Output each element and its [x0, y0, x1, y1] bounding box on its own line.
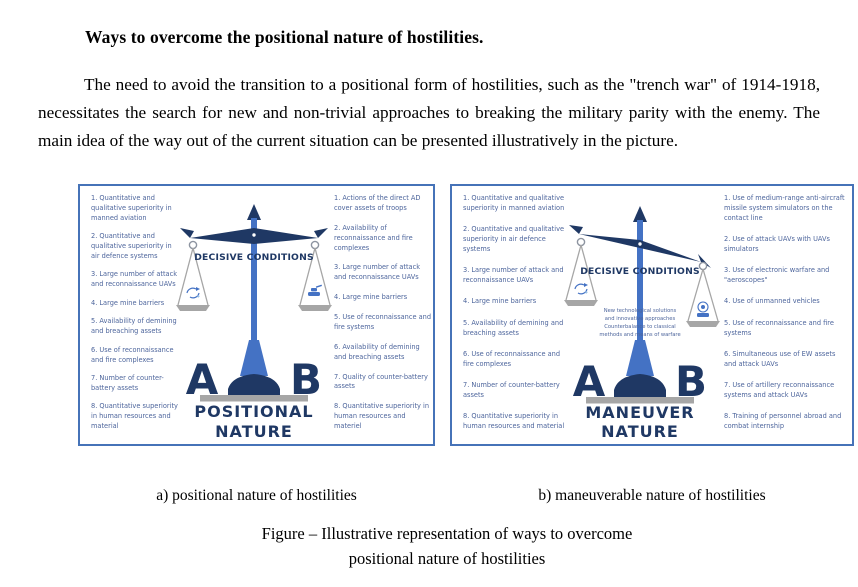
list-item: 5. Use of reconnaissance and fire systems [724, 318, 834, 337]
vehicle-icon [308, 285, 322, 296]
list-item: 4. Large mine barriers [334, 293, 408, 302]
side-b-letter: B [674, 357, 708, 406]
decisive-conditions-label: DECISIVE CONDITIONS [194, 252, 314, 263]
optics-icon [697, 302, 709, 317]
list-item: 7. Number of counter-battery assets [463, 381, 560, 399]
list-item: 5. Use of reconnaissance and fire systems [334, 313, 432, 331]
diagram-a-right-list [334, 186, 432, 444]
list-item: 4. Use of unmanned vehicles [724, 297, 820, 306]
right-hanger-ring [311, 241, 318, 248]
scale-arrow-tip [247, 204, 261, 220]
subcaption-a: a) positional nature of hostilities [156, 487, 357, 504]
list-item: 1. Use of medium-range anti-aircraft missile system simulators on the contact line [724, 194, 845, 222]
list-item: 7. Number of counter-battery assets [91, 373, 164, 392]
intro-paragraph: The need to avoid the transition to a positional form of hostilities, such as the "trench war" of 1914-1918, necessitates the search for new and non-trivial approaches to breaking the military parity with the enemy. The main idea of the way out of the current situation can be presented illustratively in the picture. [38, 75, 820, 150]
right-pan [686, 321, 720, 327]
pole-flare [626, 340, 654, 376]
list-item: 2. Availability of reconnaissance and fire complexes [334, 223, 413, 252]
list-item: 5. Availability of demining and breaching assets [463, 318, 564, 337]
list-item: 1. Quantitative and qualitative superiority in manned aviation [463, 194, 565, 212]
beam-left-wing [569, 225, 583, 234]
nature-label-line1: POSITIONAL [194, 402, 314, 421]
diagram-b-right-list [724, 186, 848, 444]
beam-right-wing [314, 228, 328, 238]
side-a-letter: A [185, 355, 219, 404]
note-line: Counterbalance to classical [604, 324, 676, 330]
scale-base-dome [228, 374, 280, 395]
list-item: 3. Use of electronic warfare and "aeroscopes" [724, 266, 830, 285]
nature-label-line2: NATURE [215, 422, 293, 441]
figure-caption [36, 521, 858, 571]
beam-pivot [252, 233, 256, 237]
list-item: 6. Simultaneous use of EW assets and attack UAVs [724, 349, 836, 368]
list-item: 8. Quantitative superiority in human resources and material [91, 402, 178, 431]
list-item: 4. Large mine barriers [91, 298, 165, 307]
nature-label-line2: NATURE [601, 422, 679, 441]
side-b-letter: B [289, 355, 323, 404]
list-item: 6. Use of reconnaissance and fire complexes [463, 349, 561, 368]
pole-flare [240, 340, 268, 376]
diagram-a-panel [78, 184, 435, 446]
figure-caption-line1: Figure – Illustrative representation of ways to overcome [261, 524, 633, 543]
left-hanger-ring [577, 238, 584, 245]
note-line: methods and means of warfare [599, 332, 681, 338]
list-item: 2. Use of attack UAVs with UAVs simulators [724, 235, 830, 253]
list-item: 7. Use of artillery reconnaissance systems and attack UAVs [724, 381, 835, 399]
right-pan [298, 305, 332, 311]
list-item: 1. Quantitative and qualitative superiority in manned aviation [91, 194, 172, 222]
beam-pivot [638, 242, 642, 246]
beam-left-wing [180, 228, 194, 238]
list-item: 4. Large mine barriers [463, 297, 537, 306]
note-line: New technological solutions [603, 308, 677, 314]
diagram-a-left-list [91, 186, 181, 444]
list-item: 3. Large number of attack and reconnaissance UAVs [334, 263, 421, 282]
list-item: 7. Quality of counter-battery assets [334, 372, 428, 391]
list-item: 1. Actions of the direct AD cover assets of troops [334, 194, 421, 212]
list-item: 8. Quantitative superiority in human resources and material [463, 412, 565, 431]
left-hanger-ring [189, 241, 196, 248]
list-item: 8. Quantitative superiority in human resources and materiel [334, 402, 430, 431]
left-pan [564, 300, 598, 306]
scale-arrow-tip [633, 206, 647, 222]
side-a-letter: A [572, 357, 606, 406]
diagram-b-panel [450, 184, 854, 446]
list-item: 2. Quantitative and qualitative superiority in air defence systems [463, 225, 565, 253]
note-line: and innovative approaches [604, 316, 676, 322]
list-item: 6. Availability of demining and breaching assets [334, 342, 420, 361]
nature-label-line1: MANEUVER [585, 403, 695, 422]
list-item: 8. Training of personnel abroad and combat internship [724, 412, 842, 431]
list-item: 3. Large number of attack and reconnaissance UAVs [91, 270, 178, 289]
subcaption-b: b) maneuverable nature of hostilities [538, 487, 766, 504]
figure-caption-line2: positional nature of hostilities [348, 549, 546, 568]
left-pan [176, 305, 210, 311]
list-item: 6. Use of reconnaissance and fire complexes [91, 345, 174, 364]
tilted-scale-illustration [563, 190, 733, 442]
scale-base-dome [614, 374, 666, 397]
page-title: Ways to overcome the positional nature of hostilities. [85, 27, 484, 47]
circular-arrows-icon [575, 283, 588, 294]
circular-arrows-icon [187, 287, 200, 298]
diagram-b-left-list [463, 186, 571, 444]
right-hanger-ring [699, 262, 706, 269]
list-item: 5. Availability of demining and breaching assets [91, 317, 177, 336]
decisive-conditions-label: DECISIVE CONDITIONS [580, 266, 700, 277]
list-item: 2. Quantitative and qualitative superiority in air defence systems [91, 232, 172, 261]
list-item: 3. Large number of attack and reconnaissance UAVs [463, 266, 564, 285]
balanced-scale-illustration [176, 190, 332, 442]
